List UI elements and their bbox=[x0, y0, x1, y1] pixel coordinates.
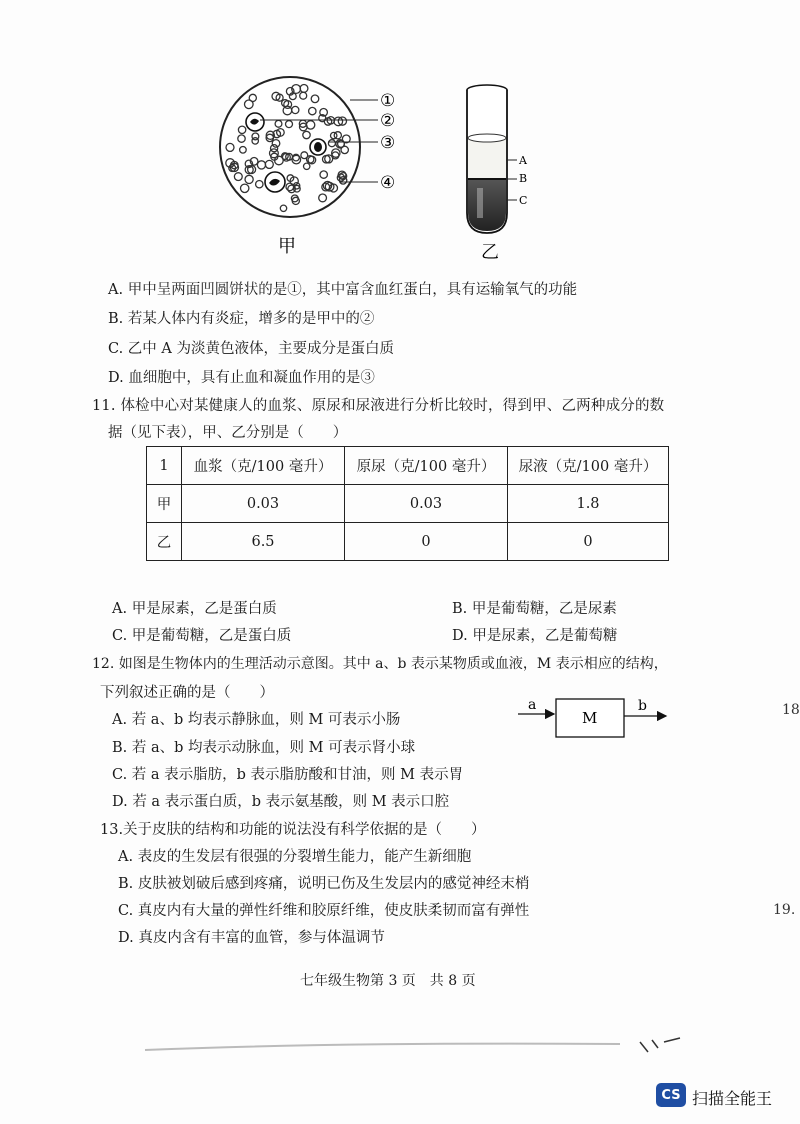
table-cell: 0.03 bbox=[182, 485, 345, 523]
flow-input-label: a bbox=[528, 697, 537, 713]
smear-label-1: ① bbox=[380, 91, 396, 111]
smear-label-3: ③ bbox=[380, 133, 396, 153]
table-header-cell: 原尿（克/100 毫升） bbox=[345, 447, 508, 485]
page-footer: 七年级生物第 3 页 共 8 页 bbox=[300, 973, 476, 989]
table-cell: 乙 bbox=[147, 523, 182, 561]
q11-option-b: B. 甲是葡萄糖，乙是尿素 bbox=[452, 601, 617, 617]
q11-data-table bbox=[146, 446, 669, 561]
table-row bbox=[147, 523, 669, 561]
q11-option-a: A. 甲是尿素，乙是蛋白质 bbox=[112, 601, 277, 617]
table-cell: 0 bbox=[508, 523, 669, 561]
table-cell: 甲 bbox=[147, 485, 182, 523]
q13-option-a: A. 表皮的生发层有很强的分裂增生能力，能产生新细胞 bbox=[118, 849, 472, 865]
tube-label-b: B bbox=[519, 172, 528, 185]
table-cell: 0 bbox=[345, 523, 508, 561]
q12-option-d: D. 若 a 表示蛋白质，b 表示氨基酸，则 M 表示口腔 bbox=[112, 794, 450, 810]
scan-edge-line bbox=[140, 1030, 700, 1060]
table-cell: 6.5 bbox=[182, 523, 345, 561]
q12-stem-line1: 12. 如图是生物体内的生理活动示意图。其中 a、b 表示某物质或血液，M 表示相应的结构， bbox=[92, 656, 668, 672]
q13-stem: 13.关于皮肤的结构和功能的说法没有科学依据的是（ ） bbox=[100, 822, 486, 838]
flow-output-label: b bbox=[638, 698, 647, 714]
q11-option-c: C. 甲是葡萄糖，乙是蛋白质 bbox=[112, 628, 292, 644]
tube-caption: 乙 bbox=[481, 242, 499, 263]
tube-label-c: C bbox=[519, 194, 528, 207]
test-tube-figure bbox=[455, 78, 545, 263]
q12-option-c: C. 若 a 表示脂肪，b 表示脂肪酸和甘油，则 M 表示胃 bbox=[112, 767, 464, 783]
smear-label-2: ② bbox=[380, 111, 396, 131]
table-header-row bbox=[147, 447, 669, 485]
edge-mark-18: 18 bbox=[782, 702, 800, 718]
q12-stem-line2: 下列叙述正确的是（ ） bbox=[100, 685, 274, 701]
q13-option-b: B. 皮肤被划破后感到疼痛，说明已伤及生发层内的感觉神经末梢 bbox=[118, 876, 530, 892]
table-header-cell: 尿液（克/100 毫升） bbox=[508, 447, 669, 485]
blood-smear-figure bbox=[210, 70, 410, 260]
edge-mark-19: 19. bbox=[773, 902, 796, 918]
q12-option-a: A. 若 a、b 均表示静脉血，则 M 可表示小肠 bbox=[112, 712, 401, 728]
smear-caption: 甲 bbox=[278, 236, 296, 257]
smear-label-4: ④ bbox=[380, 173, 396, 193]
q10-option-a: A. 甲中呈两面凹圆饼状的是①，其中富含血红蛋白，具有运输氧气的功能 bbox=[108, 282, 578, 298]
tube-plasma bbox=[468, 138, 506, 178]
table-row bbox=[147, 485, 669, 523]
q10-option-d: D. 血细胞中，具有止血和凝血作用的是③ bbox=[108, 370, 375, 386]
tube-label-a: A bbox=[519, 154, 527, 167]
q12-option-b: B. 若 a、b 均表示动脉血，则 M 可表示肾小球 bbox=[112, 740, 416, 756]
q12-flow-diagram bbox=[514, 694, 674, 744]
q13-option-c: C. 真皮内有大量的弹性纤维和胶原纤维，使皮肤柔韧而富有弹性 bbox=[118, 903, 530, 919]
table-cell: 0.03 bbox=[345, 485, 508, 523]
q11-stem-line1: 11. 体检中心对某健康人的血浆、原尿和尿液进行分析比较时，得到甲、乙两种成分的数 bbox=[92, 398, 665, 414]
q11-stem-line2: 据（见下表），甲、乙分别是（ ） bbox=[108, 425, 348, 441]
table-header-cell: 1 bbox=[147, 447, 182, 485]
table-header-cell: 血浆（克/100 毫升） bbox=[182, 447, 345, 485]
scanner-logo-icon: CS bbox=[656, 1083, 686, 1107]
q10-option-c: C. 乙中 A 为淡黄色液体，主要成分是蛋白质 bbox=[108, 341, 394, 357]
q11-option-d: D. 甲是尿素，乙是葡萄糖 bbox=[452, 628, 618, 644]
q13-option-d: D. 真皮内含有丰富的血管，参与体温调节 bbox=[118, 930, 385, 946]
q10-option-b: B. 若某人体内有炎症，增多的是甲中的② bbox=[108, 311, 375, 327]
tube-blood-cells bbox=[468, 180, 506, 231]
flow-box-label: M bbox=[582, 709, 598, 727]
table-cell: 1.8 bbox=[508, 485, 669, 523]
scanner-watermark-text: 扫描全能王 bbox=[692, 1089, 773, 1108]
